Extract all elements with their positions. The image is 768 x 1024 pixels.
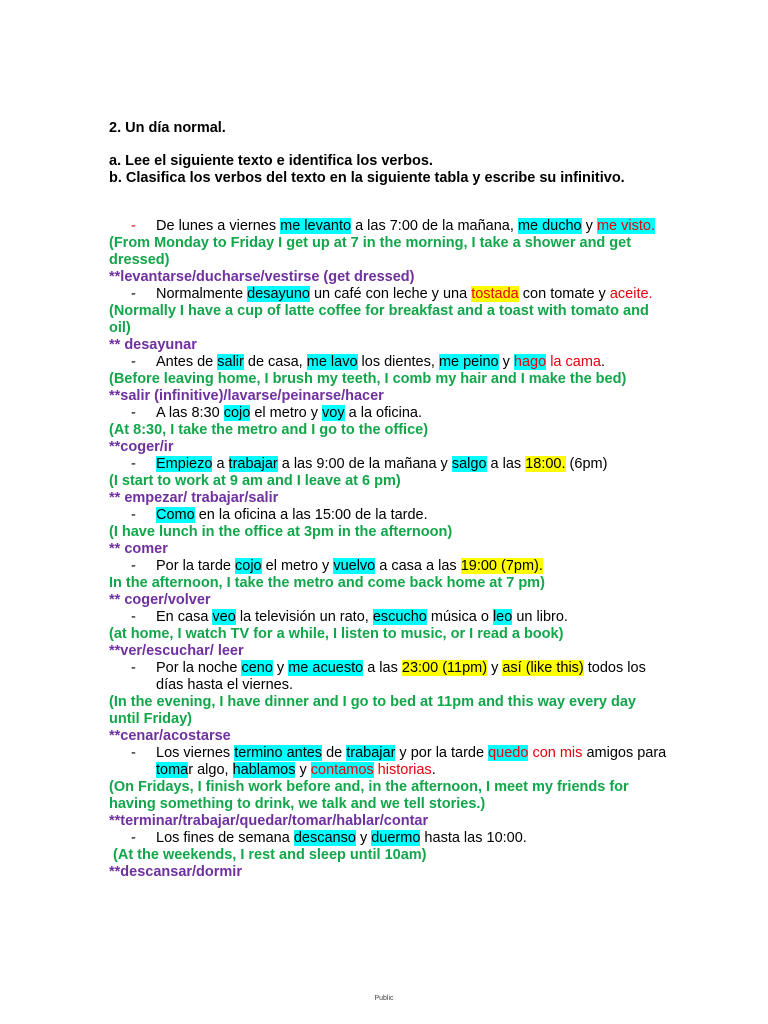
spanish-sentence-9: - Por la noche ceno y me acuesto a las 23:00 (11pm) y así (like this) todos los días hasta el viernes. <box>131 660 646 693</box>
spanish-sentence-8: - En casa veo la televisión un rato, escucho música o leo un libro. <box>131 609 568 625</box>
english-translation-6: (I have lunch in the office at 3pm in the afternoon) <box>109 524 453 540</box>
footer-label: Public <box>374 995 394 1002</box>
sentence-block-1 <box>109 218 669 881</box>
english-translation-4: (At 8:30, I take the metro and I go to the office) <box>109 422 429 438</box>
infinitives-9: **cenar/acostarse <box>109 728 231 744</box>
spanish-sentence-5: - Empiezo a trabajar a las 9:00 de la mañana y salgo a las 18:00. (6pm) <box>131 456 608 472</box>
infinitives-6: ** comer <box>109 541 168 557</box>
spanish-sentence-10: - Los viernes termino antes de trabajar y por la tarde quedo con mis amigos para tomar algo, hablamos y contamos historias. <box>131 745 667 778</box>
spanish-sentence-11: - Los fines de semana descanso y duermo hasta las 10:00. <box>131 830 527 846</box>
bullet-dash: - <box>131 286 136 302</box>
infinitives-10: **terminar/trabajar/quedar/tomar/hablar/contar <box>109 813 429 829</box>
infinitives-8: **ver/escuchar/ leer <box>109 643 244 659</box>
bullet-dash: - <box>131 745 136 761</box>
infinitives-2: ** desayunar <box>109 337 197 353</box>
bullet-dash: - <box>131 354 136 370</box>
english-translation-11: (At the weekends, I rest and sleep until 10am) <box>109 847 427 863</box>
spanish-sentence-4: - A las 8:30 cojo el metro y voy a la oficina. <box>131 405 423 421</box>
spanish-sentence-6: - Como en la oficina a las 15:00 de la tarde. <box>131 507 428 523</box>
infinitives-7: ** coger/volver <box>109 592 211 608</box>
bullet-dash: - <box>131 405 136 421</box>
spanish-sentence-2: - Normalmente desayuno un café con leche y una tostada con tomate y aceite. <box>131 286 653 302</box>
english-translation-9: (In the evening, I have dinner and I go to bed at 11pm and this way every day until Friday) <box>109 694 636 727</box>
spanish-sentence-1: - De lunes a viernes me levanto a las 7:00 de la mañana, me ducho y me visto. <box>131 218 655 234</box>
infinitives-11: **descansar/dormir <box>109 864 242 880</box>
infinitives-5: ** empezar/ trabajar/salir <box>109 490 279 506</box>
english-translation-8: (at home, I watch TV for a while, I listen to music, or I read a book) <box>109 626 564 642</box>
english-translation-2: (Normally I have a cup of latte coffee for breakfast and a toast with tomato and oil) <box>109 303 649 336</box>
infinitives-3: **salir (infinitive)/lavarse/peinarse/hacer <box>109 388 384 404</box>
bullet-dash: - <box>131 830 136 846</box>
infinitives-1: **levantarse/ducharse/vestirse (get dressed) <box>109 269 415 285</box>
bullet-dash: - <box>131 609 136 625</box>
bullet-dash: - <box>131 218 136 234</box>
english-translation-1: (From Monday to Friday I get up at 7 in the morning, I take a shower and get dressed) <box>109 235 632 268</box>
bullet-dash: - <box>131 558 136 574</box>
english-translation-10: (On Fridays, I finish work before and, in the afternoon, I meet my friends for having something to drink, we talk and we tell stories.) <box>109 779 629 812</box>
bullet-dash: - <box>131 456 136 472</box>
english-translation-7: In the afternoon, I take the metro and come back home at 7 pm) <box>109 575 545 591</box>
instruction-a: a. Lee el siguiente texto e identifica los verbos. <box>109 153 433 169</box>
english-translation-3: (Before leaving home, I brush my teeth, I comb my hair and I make the bed) <box>109 371 627 387</box>
english-translation-5: (I start to work at 9 am and I leave at 6 pm) <box>109 473 401 489</box>
infinitives-4: **coger/ir <box>109 439 174 455</box>
spanish-sentence-7: - Por la tarde cojo el metro y vuelvo a casa a las 19:00 (7pm). <box>131 558 543 574</box>
bullet-dash: - <box>131 507 136 523</box>
section-title: 2. Un día normal. <box>109 120 226 136</box>
instruction-b: b. Clasifica los verbos del texto en la siguiente tabla y escribe su infinitivo. <box>109 170 625 186</box>
spanish-sentence-3: - Antes de salir de casa, me lavo los dientes, me peino y hago la cama. <box>131 354 606 370</box>
bullet-dash: - <box>131 660 136 676</box>
